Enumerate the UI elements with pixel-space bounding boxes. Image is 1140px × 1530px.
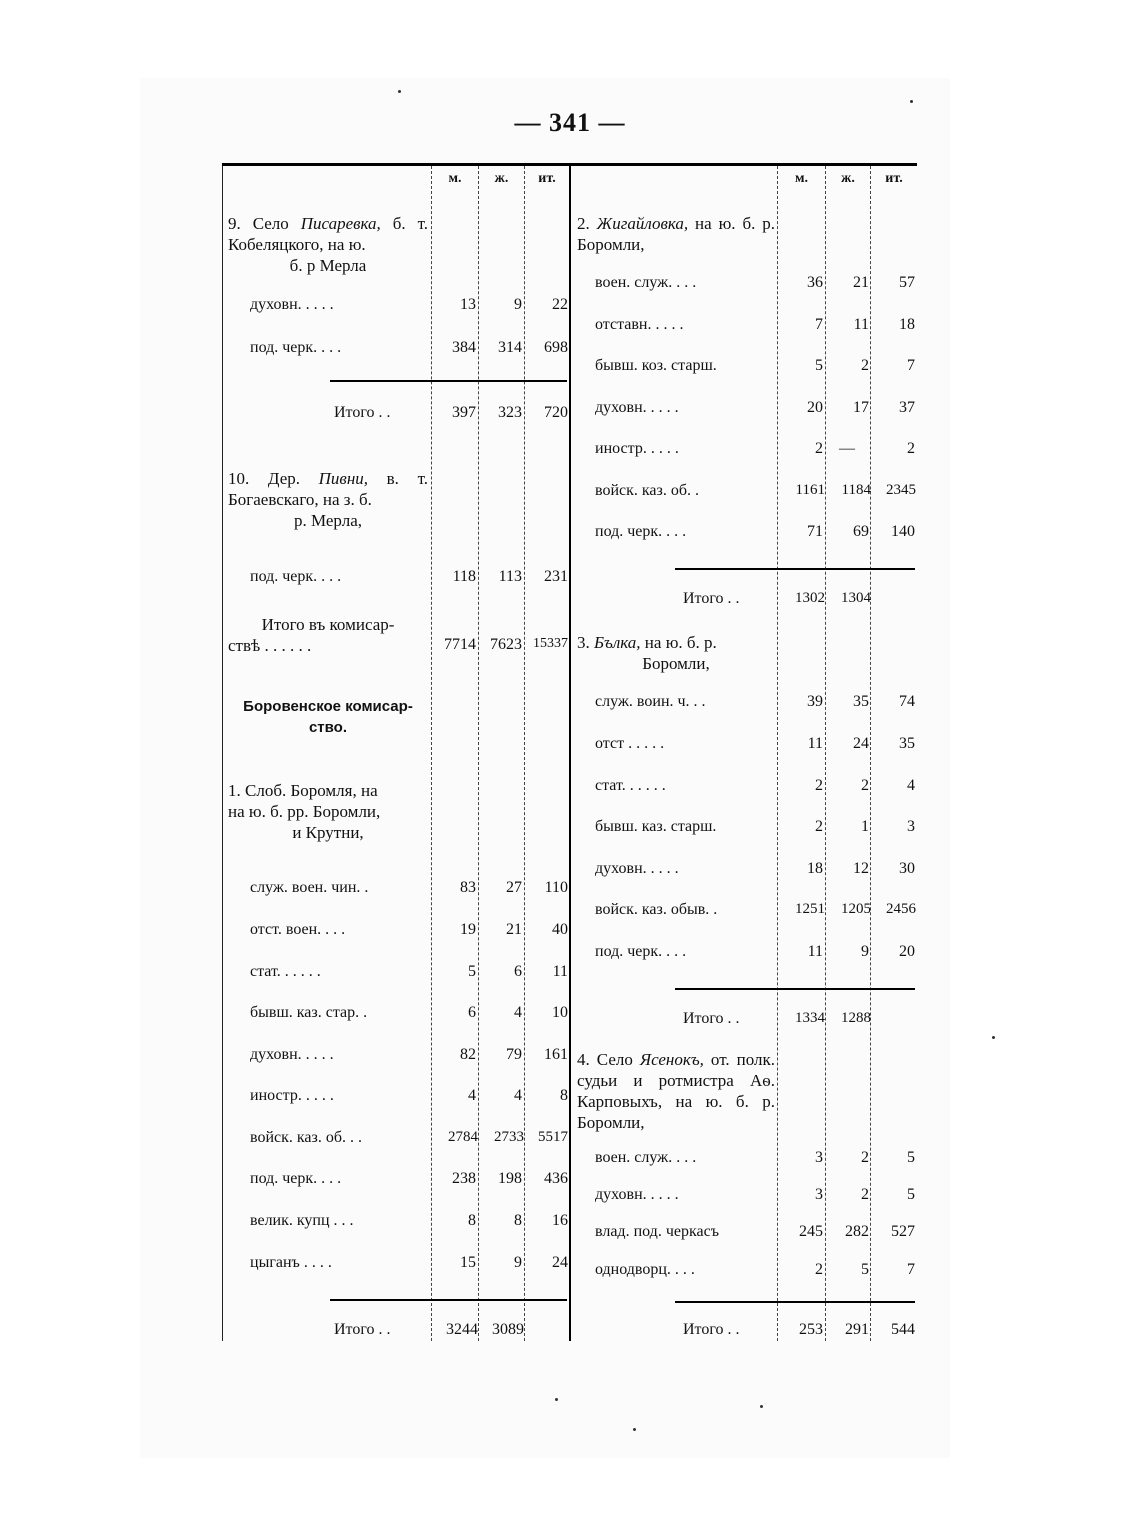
population-table <box>222 163 917 1341</box>
table-row: духовн. . . . . 13 9 22 <box>250 296 568 313</box>
section-3-title: 3. Бълка, на ю. б. р. Боромли, <box>577 633 717 673</box>
header-m: м. <box>794 171 809 186</box>
table-row: под. черк. . . . 384 314 698 <box>250 339 568 356</box>
commissariat-total: 7714 7623 15337 <box>444 636 568 653</box>
scan-speck <box>633 1428 636 1431</box>
table-row: бывш. каз. стар. . 6 4 10 <box>250 1004 568 1021</box>
section-4-total: Итого . . 253 291 544 <box>683 1321 915 1338</box>
table-row: под. черк. . . . 118 113 231 <box>250 568 568 585</box>
scan-speck <box>992 1036 995 1039</box>
table-row: стат. . . . . . 2 2 4 <box>595 777 915 794</box>
section-9-total: Итого . . 397 323 720 <box>334 404 568 421</box>
total-rule <box>330 1299 567 1301</box>
scan-speck <box>760 1405 763 1408</box>
scan-speck <box>398 90 401 93</box>
table-row: велик. купц . . . 8 8 16 <box>250 1212 568 1229</box>
table-row: бывш. каз. старш. 2 1 3 <box>595 818 915 835</box>
table-row: отст . . . . . 11 24 35 <box>595 735 915 752</box>
header-m: м. <box>448 171 462 186</box>
table-row: иностр. . . . . 4 4 8 <box>250 1087 568 1104</box>
section-2-total: Итого . . 1302 1304 <box>683 590 871 607</box>
table-row: под. черк. . . . 71 69 140 <box>595 523 915 540</box>
borovenskoe-heading: Боровенское комисар- ство. <box>243 698 413 736</box>
section-2-title: 2. Жигайловка, на ю. б. р. Боромли, <box>577 214 775 254</box>
table-row: цыганъ . . . . 15 9 24 <box>250 1254 568 1271</box>
table-row: духовн. . . . . 18 12 30 <box>595 860 915 877</box>
table-row: отст. воен. . . . 19 21 40 <box>250 921 568 938</box>
table-row: служ. воен. чин. . 83 27 110 <box>250 879 568 896</box>
table-row: войск. каз. обыв. . 1251 1205 2456 <box>595 901 916 918</box>
table-row: служ. воин. ч. . . 39 35 74 <box>595 693 915 710</box>
scan-speck <box>910 100 913 103</box>
header-zh: ж. <box>841 171 855 186</box>
table-row: однодворц. . . . 2 5 7 <box>595 1261 915 1278</box>
table-row: воен. служ. . . . 36 21 57 <box>595 274 915 291</box>
total-rule <box>330 380 567 382</box>
table-row: духовн. . . . . 3 2 5 <box>595 1186 915 1203</box>
total-rule <box>675 568 915 570</box>
table-row: бывш. коз. старш. 5 2 7 <box>595 357 915 374</box>
scan-speck <box>555 1398 558 1401</box>
section-10-title: 10. Дер. Пивни, в. т. Богаевскаго, на з. б. р. Мерла, <box>228 469 428 530</box>
table-row: влад. под. черкасъ 245 282 527 <box>595 1223 915 1240</box>
section-1-title: 1. Слоб. Боромля, на на ю. б. рр. Боромли, и Крутни, <box>228 781 381 842</box>
section-1-total: Итого . . 3244 3089 <box>334 1321 524 1338</box>
commissariat-total-label: Итого въ комисар- ствѣ . . . . . . <box>228 615 395 655</box>
total-rule <box>675 1301 915 1303</box>
section-4-title: 4. Село Ясенокъ, от. полк. судьи и ротмистра Аѳ. Карповыхъ, на ю. б. р. Боромли, <box>577 1050 775 1132</box>
header-it: ит. <box>885 171 903 186</box>
table-row: под. черк. . . . 238 198 436 <box>250 1170 568 1187</box>
table-row: войск. каз. об. . 1161 1184 2345 <box>595 482 916 499</box>
section-3-total: Итого . . 1334 1288 <box>683 1010 871 1027</box>
header-it: ит. <box>538 171 556 186</box>
table-row: духовн. . . . . 82 79 161 <box>250 1046 568 1063</box>
table-row: иностр. . . . . 2 — 2 <box>595 440 915 457</box>
total-rule <box>675 988 915 990</box>
table-row: под. черк. . . . 11 9 20 <box>595 943 915 960</box>
table-row: воен. служ. . . . 3 2 5 <box>595 1149 915 1166</box>
table-row: войск. каз. об. . . 2784 2733 5517 <box>250 1129 568 1146</box>
table-row: духовн. . . . . 20 17 37 <box>595 399 915 416</box>
section-9-title: 9. Село Писаревка, б. т. Кобеляцкого, на ю. б. р Мерла <box>228 214 428 275</box>
page-number: — 341 — <box>514 108 626 137</box>
table-row: отставн. . . . . 7 11 18 <box>595 316 915 333</box>
table-row: стат. . . . . . 5 6 11 <box>250 963 568 980</box>
header-zh: ж. <box>494 171 509 186</box>
